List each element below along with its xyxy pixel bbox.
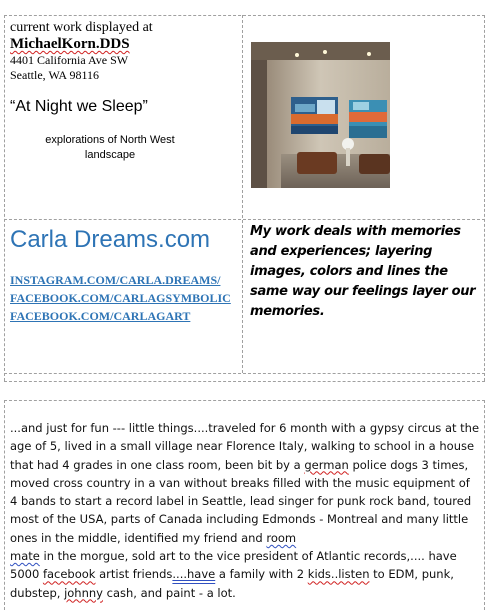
- business-name-text: MichaelKorn.DDS: [10, 36, 130, 52]
- grid-line-right: [484, 15, 485, 381]
- grid-line-bio-right: [484, 400, 485, 610]
- instagram-link[interactable]: INSTAGRAM.COM/CARLA.DREAMS/: [10, 273, 221, 287]
- grid-line-low2: [4, 381, 485, 382]
- social-links: [10, 271, 238, 325]
- top-left-cell: [10, 20, 238, 216]
- grid-line-center: [242, 15, 243, 373]
- grid-line-low: [4, 373, 485, 374]
- bio-text-1: ...and just for fun --- little things....traveled for 6 month with a gypsy circus at the age of 5, lived in a small village near Florence Italy, walking to school in a house that had 4 grades in one class room, been bit by a: [10, 421, 480, 472]
- bio-word-kids: kids..listen: [307, 567, 370, 582]
- bio-text-7: cash, and paint - a lot.: [102, 585, 236, 600]
- address-line-2: Seattle, WA 98116: [10, 68, 99, 82]
- show-title: “At Night we Sleep”: [10, 98, 148, 115]
- statement-cell: [250, 222, 480, 370]
- bio-word-mate: mate: [10, 549, 40, 564]
- bio-paragraph: [10, 419, 480, 602]
- gallery-photo: [251, 42, 390, 188]
- facebook-link-art[interactable]: FACEBOOK.COM/CARLAGART: [10, 309, 191, 323]
- business-name: [10, 36, 238, 53]
- grid-line-mid: [4, 219, 485, 220]
- current-work-line: current work displayed at: [10, 20, 153, 35]
- bio-text-4: artist friends: [95, 567, 173, 582]
- brand-name: Carla Dreams.com: [10, 226, 211, 253]
- facebook-link-symbolic[interactable]: FACEBOOK.COM/CARLAGSYMBOLIC: [10, 291, 231, 305]
- address-line-1: 4401 California Ave SW: [10, 53, 129, 67]
- grid-line-left: [4, 15, 5, 381]
- subtitle-line-2: landscape: [84, 149, 136, 161]
- grid-line-top: [4, 15, 485, 16]
- grid-line-bio-top: [4, 400, 485, 401]
- bio-word-room: room: [266, 530, 297, 545]
- brand-cell: [10, 224, 238, 370]
- artist-statement: My work deals with memories and experiences; layering images, colors and lines the same way our feelings layer our memories.: [250, 224, 476, 319]
- bio-text-6: to EDM, punk, dubstep,: [10, 567, 454, 600]
- bio-word-have: ....have: [172, 567, 216, 582]
- bio-word-johnny: johnny: [64, 585, 103, 600]
- bio-text-3: in the morgue, sold art to the vice president of Atlantic records,.... have 5000: [10, 549, 457, 582]
- bio-word-facebook: facebook: [42, 567, 96, 582]
- show-subtitle: [10, 133, 210, 163]
- bio-text-5: a family with 2: [215, 567, 308, 582]
- grid-line-bio-left: [4, 400, 5, 610]
- bio-text-2: police dogs 3 times, moved cross country in a van without breaks filled with the music equipment of 4 bands to start a record label in Seattle, lead singer for punk rock band, toured most of the USA, parts of Canada including Edmonds - Montreal and many little ones in the middle, identified my friend and: [10, 457, 472, 545]
- bio-word-german: german: [304, 457, 349, 472]
- gallery-photo-image: [251, 42, 390, 188]
- subtitle-line-1: explorations of North West: [45, 134, 175, 146]
